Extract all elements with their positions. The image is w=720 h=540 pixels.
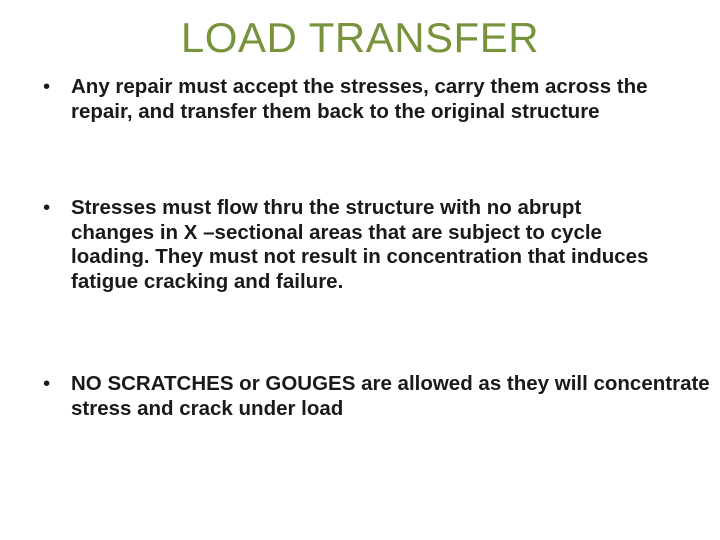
bullet-marker: • bbox=[43, 372, 51, 395]
bullet-marker: • bbox=[43, 196, 51, 219]
bullet-text: NO SCRATCHES or GOUGES are allowed as they will concentrate stress and crack under load bbox=[71, 372, 710, 420]
slide-title: LOAD TRANSFER bbox=[180, 14, 540, 61]
bullet-marker: • bbox=[43, 75, 51, 98]
bullet-item-1 bbox=[43, 75, 661, 124]
bullet-text: Stresses must flow thru the structure with no abrupt changes in X –sectional areas that are subject to cycle loading. They must not result in concentration that induces fatigue cracking and failure. bbox=[71, 196, 649, 293]
bullet-item-3 bbox=[43, 372, 711, 421]
bullet-item-2 bbox=[43, 196, 661, 294]
bullet-text: Any repair must accept the stresses, carry them across the repair, and transfer them back to the original structure bbox=[71, 75, 648, 123]
